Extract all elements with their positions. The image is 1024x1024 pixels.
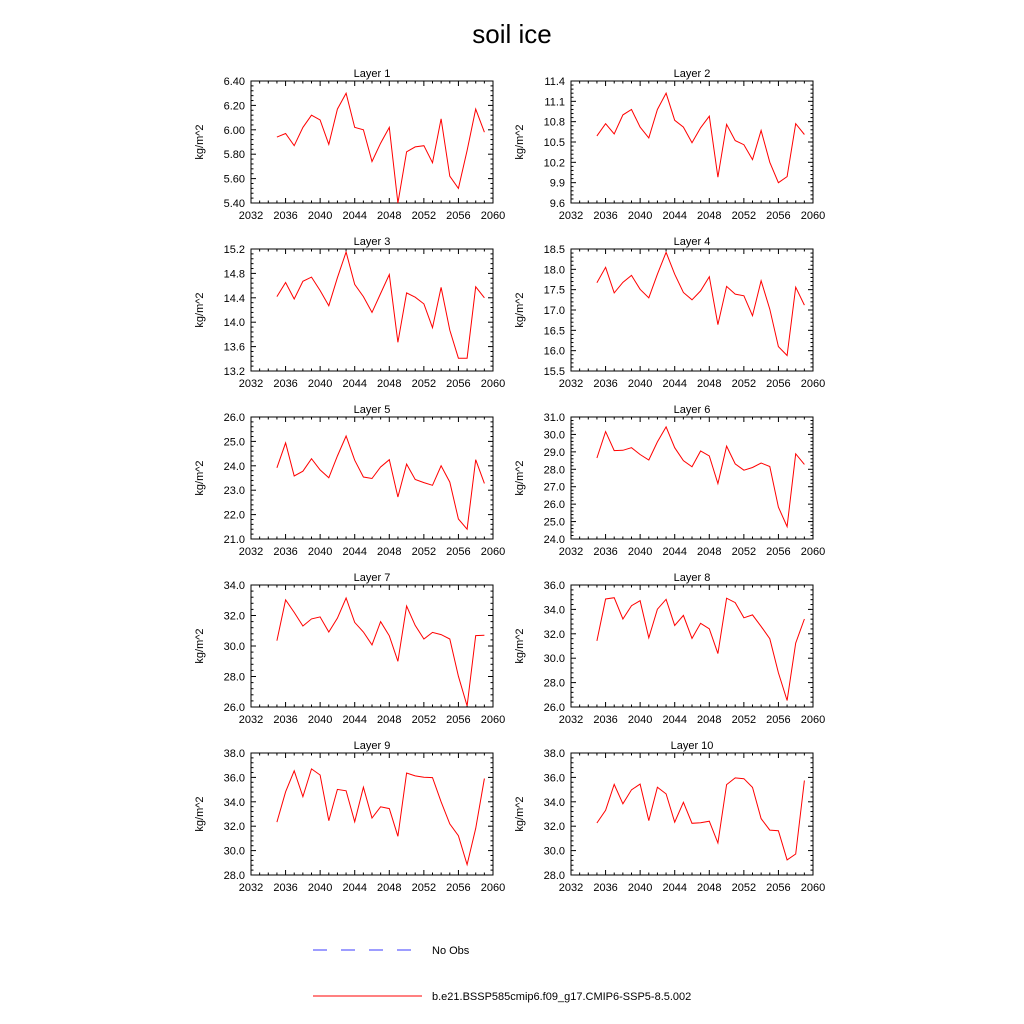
y-tick-label: 36.0 (223, 772, 245, 785)
x-tick-label: 2040 (627, 546, 653, 558)
x-tick-label: 2060 (800, 714, 826, 726)
y-tick-label: 14.0 (223, 317, 245, 330)
y-tick-label: 21.0 (223, 534, 245, 546)
y-tick-label: 38.0 (223, 748, 245, 760)
y-tick-label: 18.0 (543, 264, 565, 277)
y-tick-label: 28.0 (543, 870, 565, 882)
panel-title: Layer 4 (673, 236, 711, 248)
x-tick-label: 2056 (446, 882, 471, 894)
x-tick-label: 2052 (411, 210, 437, 222)
x-tick-label: 2040 (307, 882, 333, 894)
x-tick-label: 2040 (307, 378, 333, 390)
x-tick-label: 2060 (800, 378, 826, 390)
x-tick-label: 2032 (238, 210, 264, 222)
y-tick-label: 25.0 (223, 436, 245, 449)
x-tick-label: 2056 (766, 378, 791, 390)
x-tick-label: 2032 (558, 714, 584, 726)
x-tick-label: 2052 (731, 378, 757, 390)
y-axis-label: kg/m^2 (194, 460, 206, 496)
x-tick-label: 2032 (238, 882, 264, 894)
y-tick-label: 17.0 (543, 305, 565, 317)
x-tick-label: 2044 (662, 378, 687, 390)
legend-model-label: b.e21.BSSP585cmip6.f09_g17.CMIP6-SSP5-8.5.002 (432, 991, 692, 1003)
x-tick-label: 2044 (342, 882, 367, 894)
y-axis-label: kg/m^2 (514, 124, 526, 160)
x-tick-label: 2036 (593, 210, 618, 222)
y-tick-label: 30.0 (543, 845, 565, 858)
x-tick-label: 2036 (593, 714, 618, 726)
x-tick-label: 2048 (377, 882, 402, 894)
panel-title: Layer 1 (353, 68, 391, 80)
y-tick-label: 14.8 (223, 268, 245, 281)
y-tick-label: 6.20 (223, 100, 245, 113)
y-tick-label: 27.0 (543, 481, 565, 494)
y-tick-label: 14.4 (223, 292, 245, 305)
y-tick-label: 9.6 (549, 198, 565, 210)
x-tick-label: 2044 (342, 546, 367, 558)
y-tick-label: 36.0 (543, 772, 565, 785)
x-tick-label: 2032 (238, 546, 264, 558)
x-tick-label: 2052 (411, 378, 437, 390)
y-tick-label: 30.0 (223, 845, 245, 858)
x-tick-label: 2032 (558, 210, 584, 222)
x-tick-label: 2060 (480, 210, 506, 222)
y-tick-label: 11.1 (544, 96, 565, 109)
chart-panel (194, 236, 505, 390)
y-tick-label: 13.6 (223, 341, 245, 354)
y-tick-label: 28.0 (543, 464, 565, 477)
x-tick-label: 2060 (800, 546, 826, 558)
y-tick-label: 26.0 (543, 702, 565, 714)
plot-frame (251, 585, 493, 707)
y-axis-label: kg/m^2 (514, 292, 526, 328)
x-tick-label: 2044 (662, 714, 687, 726)
x-tick-label: 2052 (731, 714, 757, 726)
y-tick-label: 6.00 (223, 124, 245, 137)
chart-panel (514, 236, 825, 390)
y-tick-label: 10.5 (543, 137, 565, 149)
x-tick-label: 2048 (697, 882, 722, 894)
x-tick-label: 2036 (273, 378, 298, 390)
panel-title: Layer 7 (353, 572, 391, 584)
y-tick-label: 28.0 (543, 677, 565, 690)
y-tick-label: 32.0 (543, 628, 565, 641)
y-tick-label: 34.0 (543, 796, 565, 809)
y-tick-label: 9.9 (549, 177, 565, 190)
series-line (597, 252, 805, 355)
y-tick-label: 31.0 (543, 412, 565, 424)
series-line (277, 436, 485, 529)
x-tick-label: 2048 (377, 714, 402, 726)
x-tick-label: 2056 (446, 714, 471, 726)
chart-panel (514, 740, 825, 894)
plot-frame (571, 585, 813, 707)
x-tick-label: 2044 (662, 882, 687, 894)
x-tick-label: 2060 (480, 378, 506, 390)
x-tick-label: 2052 (411, 546, 437, 558)
x-tick-label: 2056 (766, 210, 791, 222)
x-tick-label: 2040 (307, 546, 333, 558)
x-tick-label: 2040 (307, 714, 333, 726)
y-tick-label: 30.0 (223, 641, 245, 653)
x-tick-label: 2032 (558, 378, 584, 390)
x-tick-label: 2048 (377, 210, 402, 222)
y-tick-label: 15.5 (543, 366, 565, 378)
plot-frame (251, 753, 493, 875)
panel-title: Layer 9 (353, 740, 391, 752)
y-tick-label: 25.0 (543, 516, 565, 529)
x-tick-label: 2036 (593, 378, 618, 390)
y-axis-label: kg/m^2 (194, 628, 206, 664)
y-tick-label: 34.0 (543, 604, 565, 617)
x-tick-label: 2040 (627, 378, 653, 390)
series-line (277, 598, 485, 706)
y-tick-label: 38.0 (543, 748, 565, 760)
x-tick-label: 2056 (766, 546, 791, 558)
series-line (597, 93, 805, 183)
y-axis-label: kg/m^2 (514, 460, 526, 496)
x-tick-label: 2032 (238, 378, 264, 390)
y-tick-label: 22.0 (223, 509, 245, 522)
y-tick-label: 16.0 (543, 345, 565, 358)
y-tick-label: 5.80 (223, 149, 245, 162)
x-tick-label: 2032 (238, 714, 264, 726)
y-tick-label: 32.0 (223, 610, 245, 623)
x-tick-label: 2056 (446, 210, 471, 222)
y-axis-label: kg/m^2 (194, 124, 206, 160)
x-tick-label: 2044 (662, 546, 687, 558)
x-tick-label: 2052 (411, 714, 437, 726)
x-tick-label: 2040 (627, 210, 653, 222)
y-axis-label: kg/m^2 (194, 796, 206, 832)
x-tick-label: 2052 (731, 882, 757, 894)
y-tick-label: 10.2 (543, 157, 565, 170)
chart-panel (514, 572, 825, 726)
figure-title: soil ice (472, 19, 552, 49)
x-tick-label: 2056 (446, 546, 471, 558)
y-tick-label: 5.40 (223, 198, 245, 210)
x-tick-label: 2060 (480, 882, 506, 894)
x-tick-label: 2044 (342, 210, 367, 222)
x-tick-label: 2044 (662, 210, 687, 222)
x-tick-label: 2060 (480, 714, 506, 726)
plot-frame (571, 249, 813, 371)
y-tick-label: 18.5 (543, 244, 565, 256)
legend (313, 945, 691, 1003)
x-tick-label: 2056 (766, 714, 791, 726)
chart-panel (514, 68, 825, 222)
chart-panel (194, 68, 505, 222)
x-tick-label: 2048 (697, 714, 722, 726)
y-axis-label: kg/m^2 (194, 292, 206, 328)
y-tick-label: 28.0 (223, 671, 245, 684)
y-axis-label: kg/m^2 (514, 628, 526, 664)
x-tick-label: 2060 (800, 882, 826, 894)
y-tick-label: 34.0 (223, 796, 245, 809)
x-tick-label: 2036 (273, 714, 298, 726)
y-tick-label: 34.0 (223, 580, 245, 592)
series-line (277, 252, 485, 358)
y-tick-label: 5.60 (223, 173, 245, 186)
x-tick-label: 2060 (480, 546, 506, 558)
y-tick-label: 32.0 (223, 821, 245, 834)
y-axis-label: kg/m^2 (514, 796, 526, 832)
x-tick-label: 2048 (377, 378, 402, 390)
y-tick-label: 16.5 (543, 325, 565, 338)
x-tick-label: 2032 (558, 546, 584, 558)
y-tick-label: 13.2 (223, 366, 245, 378)
y-tick-label: 6.40 (223, 76, 245, 88)
y-tick-label: 24.0 (543, 534, 565, 546)
panel-title: Layer 10 (670, 740, 714, 752)
y-tick-label: 23.0 (223, 485, 245, 498)
series-line (597, 427, 805, 527)
panel-title: Layer 3 (353, 236, 391, 248)
y-tick-label: 24.0 (223, 460, 245, 473)
panel-title: Layer 2 (673, 68, 711, 80)
chart-panel (194, 572, 505, 726)
series-line (597, 598, 805, 701)
x-tick-label: 2040 (307, 210, 333, 222)
x-tick-label: 2048 (697, 210, 722, 222)
x-tick-label: 2036 (273, 882, 298, 894)
series-line (597, 778, 805, 860)
y-tick-label: 30.0 (543, 429, 565, 442)
legend-no-obs-label: No Obs (432, 945, 470, 957)
y-tick-label: 10.8 (543, 116, 565, 129)
plot-frame (251, 81, 493, 203)
panel-title: Layer 8 (673, 572, 711, 584)
x-tick-label: 2056 (446, 378, 471, 390)
x-tick-label: 2048 (697, 378, 722, 390)
x-tick-label: 2044 (342, 714, 367, 726)
x-tick-label: 2032 (558, 882, 584, 894)
panel-title: Layer 5 (353, 404, 391, 416)
chart-panel (514, 404, 825, 558)
y-tick-label: 32.0 (543, 821, 565, 834)
panels-grid (194, 68, 825, 894)
x-tick-label: 2048 (697, 546, 722, 558)
plot-frame (571, 753, 813, 875)
x-tick-label: 2052 (731, 210, 757, 222)
y-tick-label: 15.2 (223, 244, 245, 256)
y-tick-label: 29.0 (543, 446, 565, 459)
y-tick-label: 17.5 (543, 284, 565, 297)
y-tick-label: 28.0 (223, 870, 245, 882)
x-tick-label: 2052 (731, 546, 757, 558)
x-tick-label: 2040 (627, 882, 653, 894)
y-tick-label: 26.0 (543, 499, 565, 512)
series-line (277, 769, 485, 865)
chart-panel (194, 404, 505, 558)
y-tick-label: 36.0 (543, 580, 565, 592)
y-tick-label: 11.4 (544, 76, 565, 88)
y-tick-label: 30.0 (543, 653, 565, 666)
x-tick-label: 2036 (273, 210, 298, 222)
x-tick-label: 2036 (273, 546, 298, 558)
y-tick-label: 26.0 (223, 412, 245, 424)
x-tick-label: 2060 (800, 210, 826, 222)
x-tick-label: 2036 (593, 546, 618, 558)
x-tick-label: 2044 (342, 378, 367, 390)
x-tick-label: 2036 (593, 882, 618, 894)
chart-panel (194, 740, 505, 894)
x-tick-label: 2056 (766, 882, 791, 894)
y-tick-label: 26.0 (223, 702, 245, 714)
x-tick-label: 2052 (411, 882, 437, 894)
series-line (277, 93, 485, 203)
panel-title: Layer 6 (673, 404, 711, 416)
x-tick-label: 2048 (377, 546, 402, 558)
x-tick-label: 2040 (627, 714, 653, 726)
